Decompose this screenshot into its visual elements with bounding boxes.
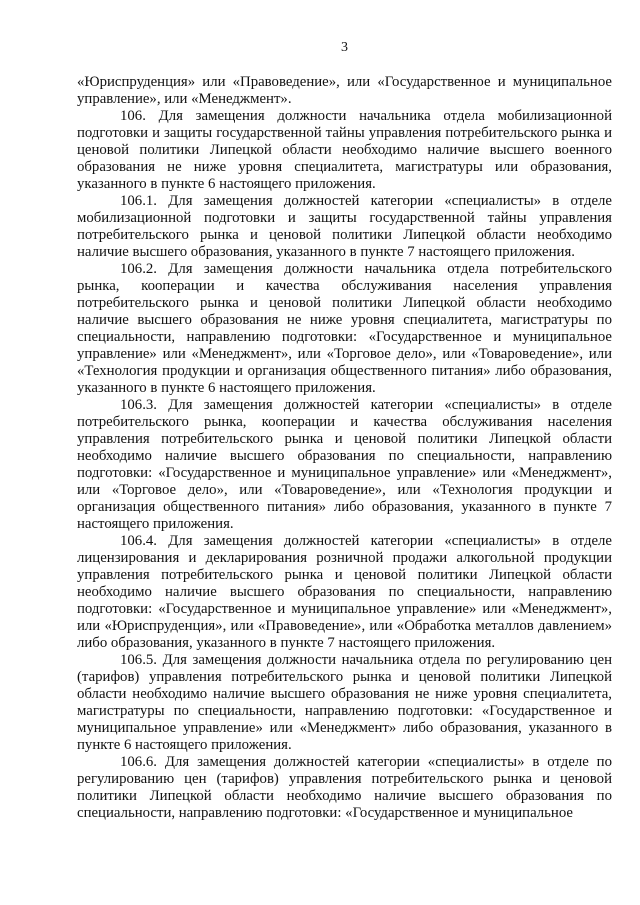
page-number: 3 — [341, 40, 348, 55]
paragraph-106: 106. Для замещения должности начальника отдела мобилизационной подготовки и защиты государственной тайны управления потребительского рынка и ценовой политики Липецкой области необходимо наличие высшего военного образования не ниже уровня специалитета, магистратуры или образования, указанного в пункте 6 настоящего приложения. — [77, 108, 612, 192]
paragraph-106-5: 106.5. Для замещения должности начальника отдела по регулированию цен (тарифов) управления потребительского рынка и ценовой политики Липецкой области необходимо наличие высшего образования не ниже уровня специалитета, магистратуры по специальности, направлению подготовки: «Государственное и муниципальное управление» или «Менеджмент» либо образования, указанного в пункте 6 настоящего приложения. — [77, 652, 612, 753]
document-body — [77, 74, 612, 822]
paragraph-106-6: 106.6. Для замещения должностей категории «специалисты» в отделе по регулированию цен (тарифов) управления потребительского рынка и ценовой политики Липецкой области необходимо наличие высшего образования по специальности, направлению подготовки: «Государственное и муниципальное — [77, 754, 612, 821]
paragraph-106-3: 106.3. Для замещения должностей категории «специалисты» в отделе потребительского рынка, кооперации и качества обслуживания населения управления потребительского рынка и ценовой политики Липецкой области необходимо наличие высшего образования по специальности, направлению подготовки: «Государственное и муниципальное управление» или «Менеджмент», или «Торговое дело», или «Товароведение», или «Технология продукции и организация общественного питания» либо образования, указанного в пункте 7 настоящего приложения. — [77, 397, 612, 532]
paragraph-106-2: 106.2. Для замещения должности начальника отдела потребительского рынка, кооперации и качества обслуживания населения управления потребительского рынка и ценовой политики Липецкой области необходимо наличие высшего образования не ниже уровня специалитета, магистратуры по специальности, направлению подготовки: «Государственное и муниципальное управление» или «Менеджмент», или «Торговое дело», или «Товароведение», или «Технология продукции и организация общественного питания» либо образования, указанного в пункте 6 настоящего приложения. — [77, 261, 612, 396]
paragraph-106-4: 106.4. Для замещения должностей категории «специалисты» в отделе лицензирования и декларирования розничной продажи алкогольной продукции управления потребительского рынка и ценовой политики Липецкой области необходимо наличие высшего образования по специальности, направлению подготовки: «Государственное и муниципальное управление» или «Менеджмент», или «Юриспруденция», или «Правоведение», или «Обработка металлов давлением» либо образования, указанного в пункте 7 настоящего приложения. — [77, 533, 612, 651]
paragraph-continuation: «Юриспруденция» или «Правоведение», или «Государственное и муниципальное управление», или «Менеджмент». — [77, 74, 612, 107]
paragraph-106-1: 106.1. Для замещения должностей категории «специалисты» в отделе мобилизационной подготовки и защиты государственной тайны управления потребительского рынка и ценовой политики Липецкой области необходимо наличие высшего образования, указанного в пункте 7 настоящего приложения. — [77, 193, 612, 260]
